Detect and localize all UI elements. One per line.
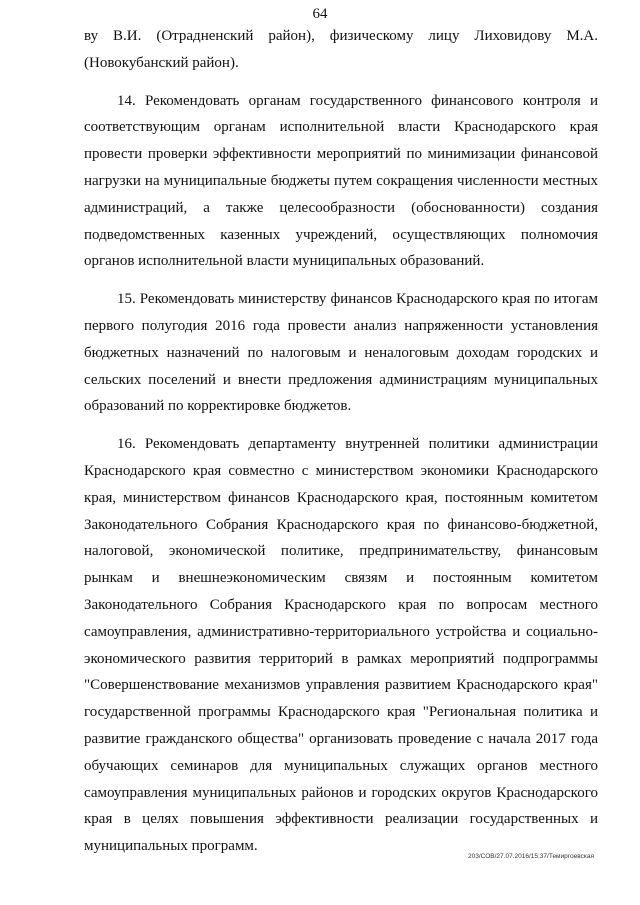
page-number: 64 [312, 6, 328, 22]
paragraph-item-14: 14. Рекомендовать органам государственного финансового контроля и соответствующим органам исполнительной власти Краснодарского края провести проверки эффективности мероприятий по минимизации финансовой нагрузки на муниципальные бюджеты путем сокращения численности местных администраций, а также целесообразности (обоснованности) создания подведомственных казенных учреждений, осуществляющих полномочия органов исполнительной власти муниципальных образований. [84, 92, 598, 270]
paragraph-continuation: ву В.И. (Отрадненский район), физическому лицу Лиховидову М.А. (Новокубанский район). [84, 28, 598, 71]
paragraph-item-15: 15. Рекомендовать министерству финансов Краснодарского края по итогам первого полугодия 2016 года провести анализ напряженности установления бюджетных назначений по налоговым и неналоговым доходам городских и сельских поселений и внести предложения администрациям муниципальных образований по корректировке бюджетов. [84, 291, 598, 415]
footer-registration-stamp: 203/СОВ/27.07.2016/15:37/Темиргоевская [468, 853, 594, 860]
document-body [84, 23, 598, 871]
paragraph-item-16: 16. Рекомендовать департаменту внутренней политики администрации Краснодарского края совместно с министерством экономики Краснодарского края, министерством финансов Краснодарского края, постоянным комитетом Законодательного Собрания Краснодарского края по финансово-бюджетной, налоговой, экономической политике, предпринимательству, финансовым рынкам и внешнеэкономическим связям и постоянным комитетом Законодательного Собрания Краснодарского края по вопросам местного самоуправления, административно-территориального устройства и социально-экономического развития территорий в рамках мероприятий подпрограммы "Совершенствование механизмов управления развитием Краснодарского края" государственной программы Краснодарского края "Региональная политика и развитие гражданского общества" организовать проведение с начала 2017 года обучающих семинаров для муниципальных служащих органов местного самоуправления муниципальных районов и городских округов Краснодарского края в целях повышения эффективности реализации государственных и муниципальных программ. [84, 436, 598, 855]
